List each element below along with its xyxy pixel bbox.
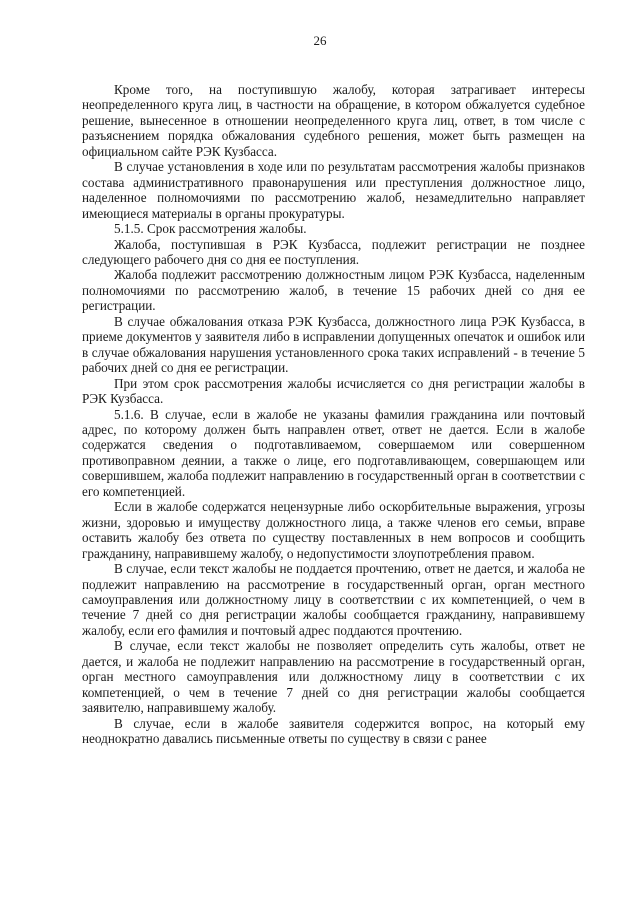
section-heading-5-1-5: 5.1.5. Срок рассмотрения жалобы. [114,221,307,237]
paragraph-review-5-days: В случае обжалования отказа РЭК Кузбасса, должностного лица РЭК Кузбасса, в приеме документов у заявителя либо в исправлении допущенных опечаток и ошибок или в случае обжалования нарушения установленного срока таких исправлений - в течение 5 рабочих дней со дня ее регистрации. [82,313,585,376]
paragraph-offensive-content: Если в жалобе содержатся нецензурные либо оскорбительные выражения, угрозы жизни, здоровью и имуществу должностного лица, а также членов его семьи, вправе оставить жалобу без ответа по существу поставленных в нем вопросов и сообщить гражданину, направившему жалобу, о недопустимости злоупотребления правом. [82,499,585,561]
paragraph-5-1-6-no-address: 5.1.6. В случае, если в жалобе не указаны фамилия гражданина или почтовый адрес, по которому должен быть направлен ответ, ответ не дается. Если в жалобе содержатся сведения о подготавливаемом, совершаемом или совершенном противоправном деянии, а также о лице, его подготавливающем, совершающем или совершившем, жалоба подлежит направлению в государственный орган в соответствии с его компетенцией. [82,406,585,499]
paragraph-term-calculation: При этом срок рассмотрения жалобы исчисляется со дня регистрации жалобы в РЭК Кузбасса. [82,375,585,407]
paragraph-prosecution-referral: В случае установления в ходе или по результатам рассмотрения жалобы признаков состава административного правонарушения или преступления должностное лицо, наделенное полномочиями по рассмотрению жалоб, незамедлительно направляет имеющиеся материалы в органы прокуратуры. [82,159,585,221]
paragraph-repeated-question: В случае, если в жалобе заявителя содержится вопрос, на который ему неоднократно давались письменные ответы по существу в связи с ранее [82,715,585,747]
paragraph-unreadable-text: В случае, если текст жалобы не поддается прочтению, ответ не дается, и жалоба не подлежит направлению на рассмотрение в государственный орган, орган местного самоуправления или должностному лицу в соответствии с их компетенцией, о чем в течение 7 дней со дня регистрации жалобы сообщается гражданину, направившему жалобу, если его фамилия и почтовый адрес поддаются прочтению. [82,561,585,638]
paragraph-unclear-essence: В случае, если текст жалобы не позволяет определить суть жалобы, ответ не дается, и жалоба не подлежит направлению на рассмотрение в государственный орган, орган местного самоуправления или должностному лицу в соответствии с их компетенцией, о чем в течение 7 дней со дня регистрации жалобы сообщается заявителю, направившему жалобу. [82,638,585,716]
document-body [82,82,585,746]
paragraph-publication-on-site: Кроме того, на поступившую жалобу, которая затрагивает интересы неопределенного круга лиц, в частности на обращение, в котором обжалуется судебное решение, вынесенное в отношении неопределенного круга лиц, ответ, в том числе с разъяснением порядка обжалования судебного решения, может быть размещен на официальном сайте РЭК Кузбасса. [82,82,585,159]
paragraph-review-15-days: Жалоба подлежит рассмотрению должностным лицом РЭК Кузбасса, наделенным полномочиями по рассмотрению жалоб, в течение 15 рабочих дней со дня ее регистрации. [82,267,585,314]
page-number: 26 [313,33,327,48]
paragraph-registration-deadline: Жалоба, поступившая в РЭК Кузбасса, подлежит регистрации не позднее следующего рабочего дня со дня ее поступления. [82,236,585,267]
